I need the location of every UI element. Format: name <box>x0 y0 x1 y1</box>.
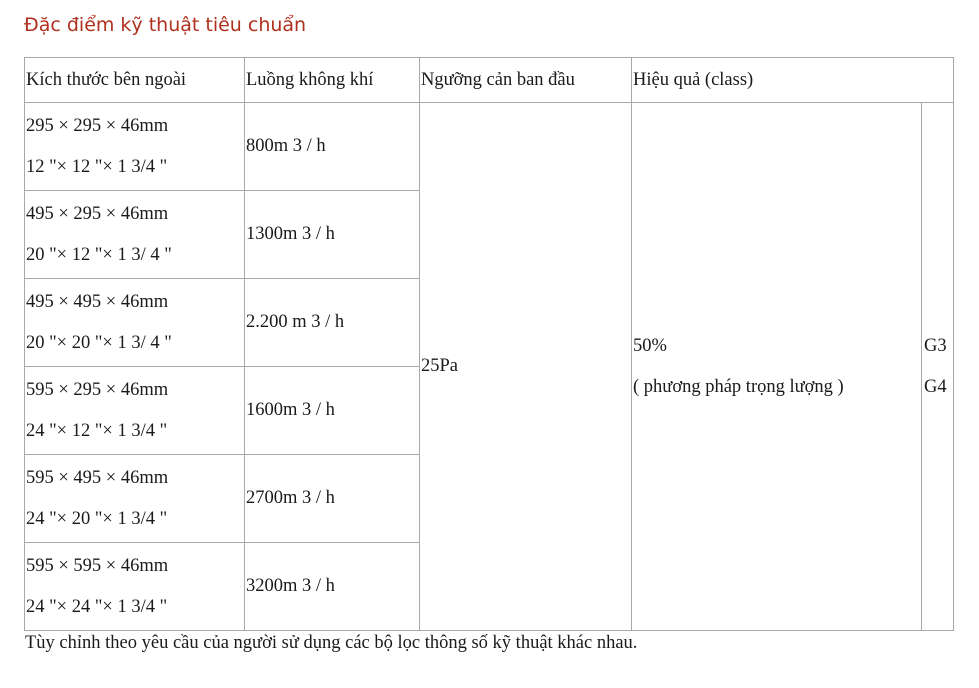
table-header-row <box>25 58 954 103</box>
size-cell <box>25 279 245 367</box>
size-inch: 24 "× 12 "× 1 3/4 " <box>26 420 168 441</box>
size-cell <box>25 367 245 455</box>
size-inch: 20 "× 20 "× 1 3/ 4 " <box>26 332 172 353</box>
header-resistance: Ngưỡng cản ban đầu <box>420 58 632 103</box>
class-g4: G4 <box>924 376 947 397</box>
size-cell <box>25 455 245 543</box>
airflow-cell: 1600m 3 / h <box>245 367 420 455</box>
airflow-cell: 2.200 m 3 / h <box>245 279 420 367</box>
spec-table <box>24 57 954 631</box>
airflow-cell: 2700m 3 / h <box>245 455 420 543</box>
efficiency-method: ( phương pháp trọng lượng ) <box>633 376 844 397</box>
size-inch: 24 "× 24 "× 1 3/4 " <box>26 596 168 617</box>
resistance-value: 25Pa <box>421 356 458 376</box>
class-g3: G3 <box>924 335 947 356</box>
size-cell <box>25 103 245 191</box>
page-heading: Đặc điểm kỹ thuật tiêu chuẩn <box>24 14 307 36</box>
class-cell <box>922 103 954 631</box>
header-efficiency: Hiệu quả (class) <box>632 58 954 103</box>
efficiency-value: 50% <box>633 335 667 356</box>
efficiency-cell <box>632 103 922 631</box>
size-inch: 24 "× 20 "× 1 3/4 " <box>26 508 168 529</box>
size-cell <box>25 543 245 631</box>
header-airflow: Luồng không khí <box>245 58 420 103</box>
header-size: Kích thước bên ngoài <box>25 58 245 103</box>
airflow-cell: 3200m 3 / h <box>245 543 420 631</box>
size-mm: 495 × 495 × 46mm <box>26 291 169 312</box>
size-mm: 295 × 295 × 46mm <box>26 115 169 136</box>
airflow-cell: 1300m 3 / h <box>245 191 420 279</box>
resistance-cell <box>420 103 632 631</box>
footer-note: Tùy chỉnh theo yêu cầu của người sử dụng các bộ lọc thông số kỹ thuật khác nhau. <box>25 633 638 653</box>
size-inch: 12 "× 12 "× 1 3/4 " <box>26 156 168 177</box>
size-mm: 595 × 295 × 46mm <box>26 379 169 400</box>
size-mm: 595 × 595 × 46mm <box>26 555 169 576</box>
airflow-cell: 800m 3 / h <box>245 103 420 191</box>
table-row <box>25 103 954 191</box>
size-mm: 595 × 495 × 46mm <box>26 467 169 488</box>
size-inch: 20 "× 12 "× 1 3/ 4 " <box>26 244 172 265</box>
size-mm: 495 × 295 × 46mm <box>26 203 169 224</box>
size-cell <box>25 191 245 279</box>
